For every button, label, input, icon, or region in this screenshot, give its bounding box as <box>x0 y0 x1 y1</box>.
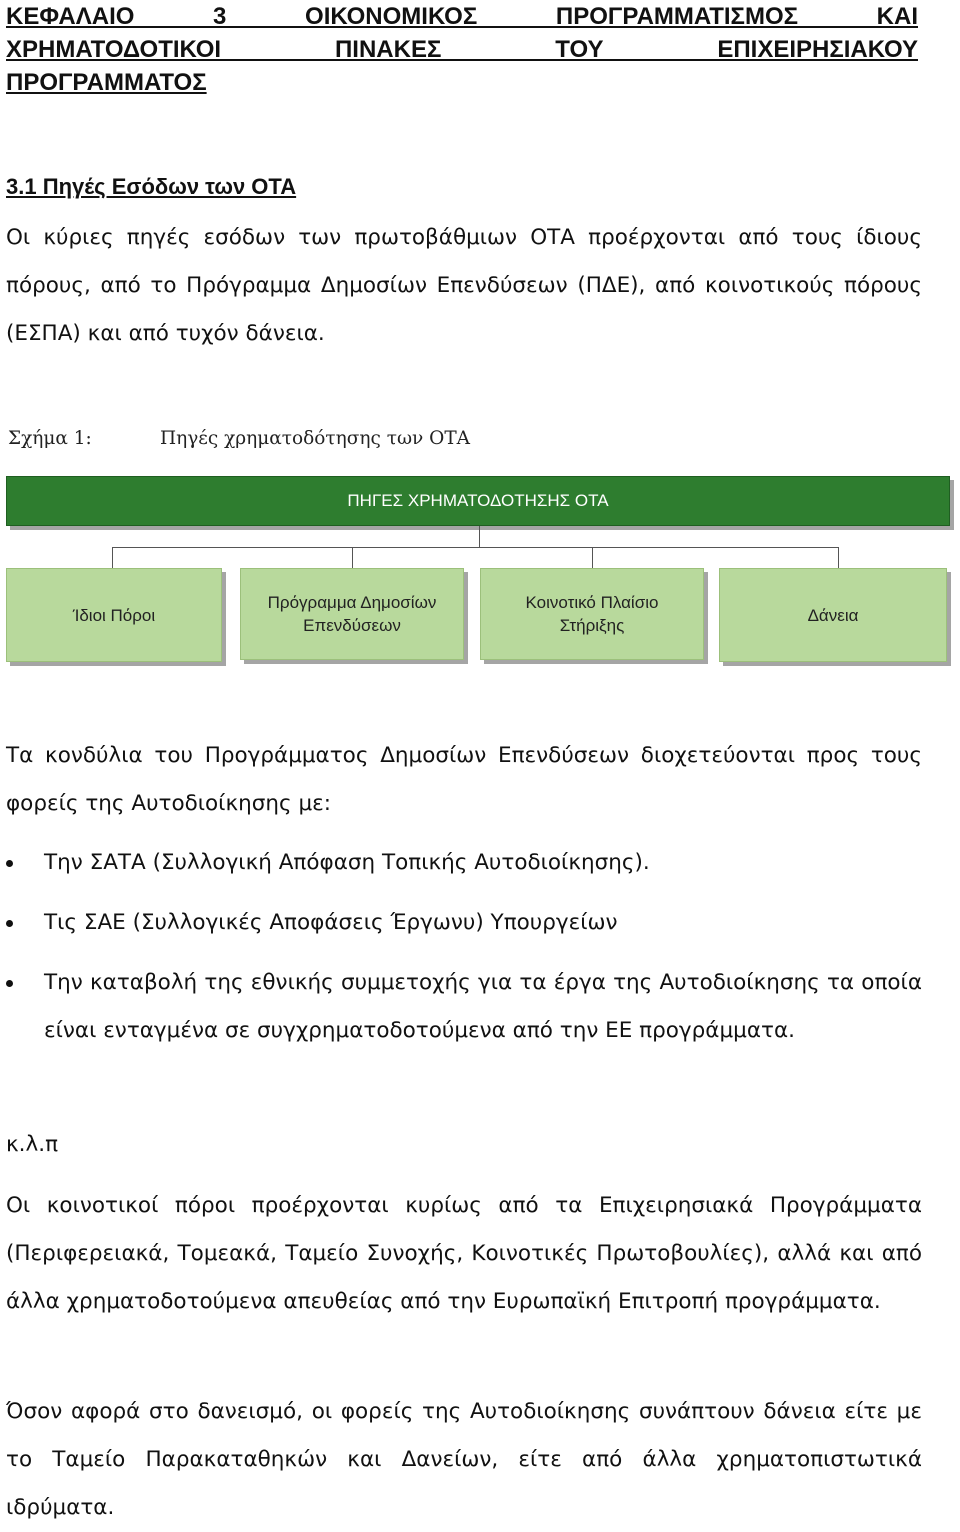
org-chart-node-own-resources <box>6 568 222 662</box>
bullet-icon <box>6 860 13 867</box>
chapter-title-line-2: ΧΡΗΜΑΤΟΔΟΤΙΚΟΙ ΠΙΝΑΚΕΣ ΤΟΥ ΕΠΙΧΕΙΡΗΣΙΑΚΟΥ <box>6 36 918 63</box>
chapter-title-line-3: ΠΡΟΓΡΑΜΜΑΤΟΣ <box>6 69 207 96</box>
community-paragraph: Οι κοινοτικοί πόροι προέρχονται κυρίως από τα Επιχειρησιακά Προγράμματα (Περιφερειακά, Τομεακά, Ταμείο Συνοχής, Κοινοτικές Πρωτοβουλίες), αλλά και από άλλα χρηματοδοτούμενα απευθείας από την Ευρωπαϊκή Επιτροπή προγράμματα. <box>6 1193 922 1314</box>
connector-drop-3 <box>592 547 593 568</box>
intro-paragraph: Οι κύριες πηγές εσόδων των πρωτοβάθμιων ΟΤΑ προέρχονται από τους ίδιους πόρους, από το Πρόγραμμα Δημοσίων Επενδύσεων (ΠΔΕ), από κοινοτικούς πόρους (ΕΣΠΑ) και από τυχόν δάνεια. <box>6 225 922 346</box>
list-item <box>0 899 922 947</box>
connector-drop-2 <box>352 547 353 568</box>
bullet-icon <box>6 920 13 927</box>
org-chart-node-label: Πρόγραμμα Δημοσίων Επενδύσεων <box>267 593 437 635</box>
chapter-title <box>6 0 918 99</box>
org-chart-root <box>6 476 950 526</box>
org-chart-root-label: ΠΗΓΕΣ ΧΡΗΜΑΤΟΔΟΤΗΣΗΣ ΟΤΑ <box>347 491 609 510</box>
connector-root-stem <box>479 526 480 547</box>
loans-paragraph: Όσον αφορά στο δανεισμό, οι φορείς της Αυτοδιοίκησης συνάπτουν δάνεια είτε με το Ταμείο Παρακαταθηκών και Δανείων, είτε από άλλα χρηματοπιστωτικά ιδρύματα. <box>6 1399 922 1520</box>
connector-drop-1 <box>112 547 113 568</box>
connector-horizontal <box>112 547 839 548</box>
connector-drop-4 <box>838 547 839 568</box>
list-item-text: Την ΣΑΤΑ (Συλλογική Απόφαση Τοπικής Αυτοδιοίκησης). <box>44 850 650 875</box>
org-chart-node-loans <box>719 568 947 662</box>
bullet-list <box>0 839 960 1067</box>
figure-label: Σχήμα 1: <box>8 428 92 449</box>
org-chart-node-label: Δάνεια <box>807 605 859 625</box>
list-item <box>0 839 922 887</box>
bullet-icon <box>6 980 13 987</box>
org-chart-node-label: Κοινοτικό Πλαίσιο Στήριξης <box>525 593 659 635</box>
org-chart-node-label: Ίδιοι Πόροι <box>72 605 156 625</box>
etc-text: κ.λ.π <box>6 1132 59 1157</box>
org-chart-node-community-framework <box>480 568 704 660</box>
figure-title: Πηγές χρηματοδότησης των ΟΤΑ <box>160 428 471 449</box>
chapter-title-line-1: ΚΕΦΑΛΑΙΟ 3 ΟΙΚΟΝΟΜΙΚΟΣ ΠΡΟΓΡΑΜΜΑΤΙΣΜΟΣ ΚΑΙ <box>6 3 918 30</box>
figure-caption <box>8 428 470 449</box>
list-item <box>0 959 922 1055</box>
list-item-text: Τις ΣΑΕ (Συλλογικές Αποφάσεις Έργωνυ) Υπουργείων <box>44 910 618 935</box>
section-title: 3.1 Πηγές Εσόδων των ΟΤΑ <box>6 174 297 199</box>
org-chart-node-public-investment <box>240 568 464 660</box>
pde-paragraph: Τα κονδύλια του Προγράμματος Δημοσίων Επενδύσεων διοχετεύονται προς τους φορείς της Αυτοδιοίκησης με: <box>6 743 922 816</box>
list-item-text: Την καταβολή της εθνικής συμμετοχής για τα έργα της Αυτοδιοίκησης τα οποία είναι ενταγμένα σε συγχρηματοδοτούμενα από την ΕΕ προγράμματα. <box>44 970 922 1043</box>
